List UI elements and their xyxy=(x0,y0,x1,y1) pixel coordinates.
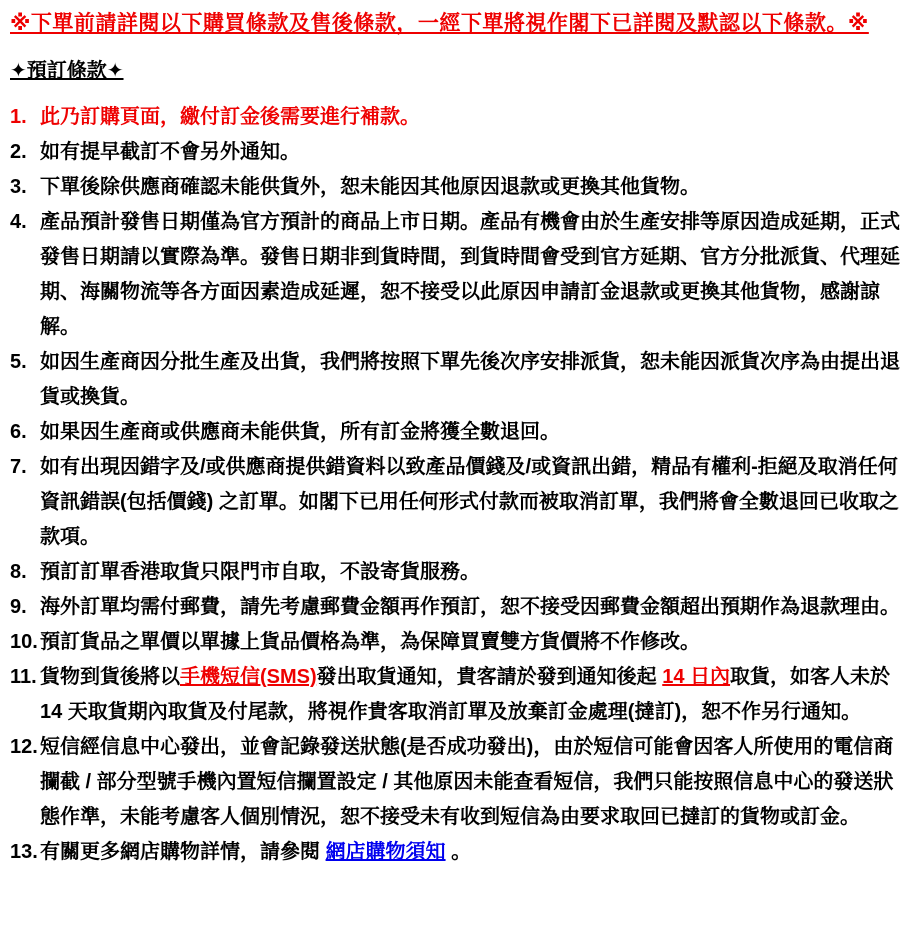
term-segment: 如有出現因錯字及/或供應商提供錯資料以致產品價錢及/或資訊出錯，精品有權利-拒絕及取消任何資訊錯誤(包括價錢) 之訂單。如閣下已用任何形式付款而被取消訂單，我們將會全數退回已收取之款項。 xyxy=(40,456,899,548)
term-text xyxy=(40,415,901,450)
term-number: 11. xyxy=(10,666,37,688)
term-segment: 短信經信息中心發出，並會記錄發送狀態(是否成功發出)，由於短信可能會因客人所使用的電信商攔截 / 部分型號手機內置短信攔置設定 / 其他原因未能查看短信，我們只能按照信息中心的發送狀態作準，未能考慮客人個別情況，恕不接受未有收到短信為由要求取回已撻訂的貨物或訂金。 xyxy=(40,736,894,828)
term-segment: 如有提早截訂不會另外通知。 xyxy=(40,141,300,163)
term-segment: 取貨，如客人未於 14 天取貨期內取貨及付尾款，將視作貴客取消訂單及放棄訂金處理(撻訂)，恕不作另行通知。 xyxy=(40,666,891,723)
term-segment: 有關更多網店購物詳情，請參閱 xyxy=(40,841,326,863)
shop-notice-link[interactable]: 網店購物須知 xyxy=(325,841,446,863)
term-item xyxy=(10,415,901,450)
term-text xyxy=(40,205,901,345)
terms-list xyxy=(10,100,901,870)
term-number: 1. xyxy=(10,106,27,128)
term-item xyxy=(10,170,901,205)
term-text xyxy=(40,625,901,660)
term-text xyxy=(40,345,901,415)
term-segment: 產品預計發售日期僅為官方預計的商品上市日期。產品有機會由於生產安排等原因造成延期，正式發售日期請以實際為準。發售日期非到貨時間，到貨時間會受到官方延期、官方分批派貨、代理延期、海關物流等各方面因素造成延遲，恕不接受以此原因申請訂金退款或更換其他貨物，感謝諒解。 xyxy=(40,211,900,338)
term-item xyxy=(10,590,901,625)
term-number: 5. xyxy=(10,351,27,373)
term-number: 13. xyxy=(10,841,38,863)
term-item xyxy=(10,730,901,835)
term-item xyxy=(10,660,901,730)
term-number: 7. xyxy=(10,456,27,478)
term-number: 12. xyxy=(10,736,38,758)
term-text xyxy=(40,135,901,170)
term-item xyxy=(10,555,901,590)
term-segment: 預訂貨品之單價以單據上貨品價格為準，為保障買賣雙方貨價將不作修改。 xyxy=(40,631,700,653)
term-segment-highlight: 14 日內 xyxy=(662,666,731,688)
term-text xyxy=(40,170,901,205)
term-segment: 預訂訂單香港取貨只限門市自取，不設寄貨服務。 xyxy=(40,561,480,583)
term-text xyxy=(40,100,901,135)
term-text xyxy=(40,835,901,870)
term-text xyxy=(40,590,901,625)
term-number: 4. xyxy=(10,211,27,233)
term-segment: 如因生產商因分批生產及出貨，我們將按照下單先後次序安排派貨，恕未能因派貨次序為由提出退貨或換貨。 xyxy=(40,351,900,408)
term-segment: 發出取貨通知，貴客請於發到通知後起 xyxy=(316,666,663,688)
term-number: 6. xyxy=(10,421,27,443)
term-item xyxy=(10,625,901,660)
term-number: 10. xyxy=(10,631,38,653)
term-item xyxy=(10,205,901,345)
term-item xyxy=(10,135,901,170)
term-segment: 海外訂單均需付郵費，請先考慮郵費金額再作預訂，恕不接受因郵費金額超出預期作為退款理由。 xyxy=(40,596,900,618)
term-item xyxy=(10,835,901,870)
term-item xyxy=(10,345,901,415)
term-segment: 下單後除供應商確認未能供貨外，恕未能因其他原因退款或更換其他貨物。 xyxy=(40,176,700,198)
term-item xyxy=(10,100,901,135)
term-number: 2. xyxy=(10,141,27,163)
term-text xyxy=(40,450,901,555)
term-segment-highlight: 手機短信(SMS) xyxy=(180,666,317,688)
term-segment: 貨物到貨後將以 xyxy=(40,666,180,688)
term-segment: 此乃訂購頁面，繳付訂金後需要進行補款。 xyxy=(40,106,420,128)
term-text xyxy=(40,555,901,590)
term-number: 9. xyxy=(10,596,27,618)
term-item xyxy=(10,450,901,555)
term-segment: 。 xyxy=(445,841,472,863)
term-segment: 如果因生產商或供應商未能供貨，所有訂金將獲全數退回。 xyxy=(40,421,560,443)
term-text xyxy=(40,730,901,835)
term-text xyxy=(40,660,901,730)
term-number: 3. xyxy=(10,176,27,198)
section-title-preorder-terms: ✦預訂條款✦ xyxy=(10,60,124,82)
purchase-warning-header: ※下單前請詳閱以下購買條款及售後條款，一經下單將視作閣下已詳閱及默認以下條款。※ xyxy=(10,12,869,35)
term-number: 8. xyxy=(10,561,27,583)
